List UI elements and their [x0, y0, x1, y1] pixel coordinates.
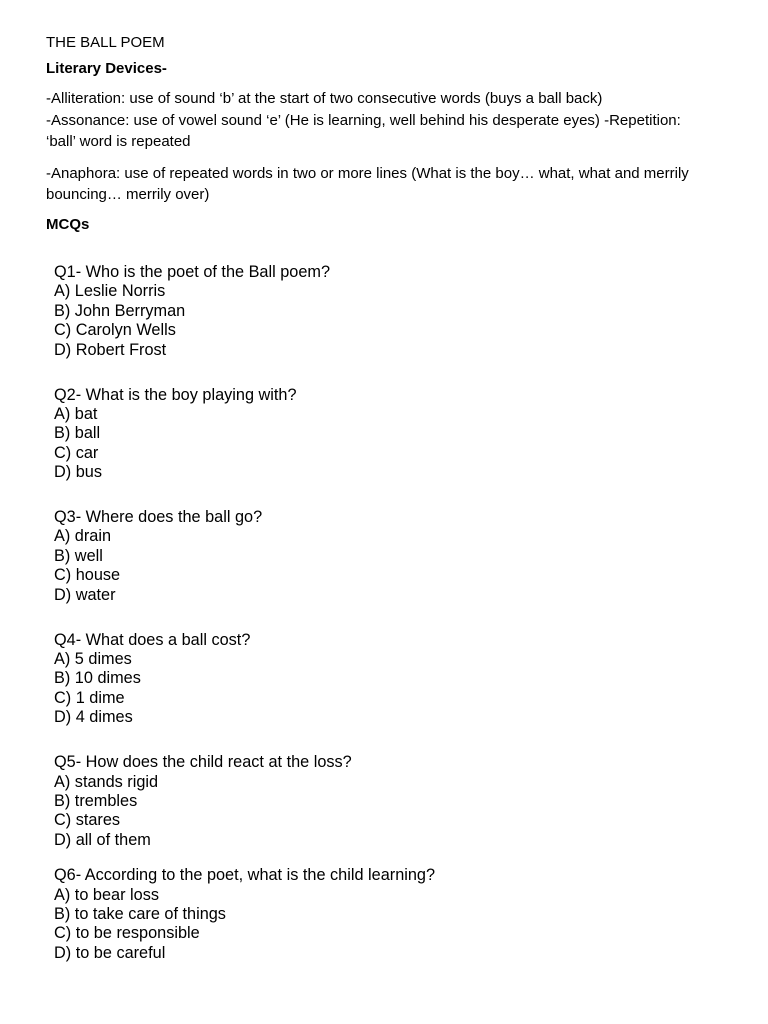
question-block-2 — [54, 386, 734, 483]
paragraph-line: ‘ball’ word is repeated — [46, 133, 191, 150]
answer-option: D) 4 dimes — [54, 708, 133, 727]
answer-option: C) Carolyn Wells — [54, 321, 176, 340]
question-text: Q5- How does the child react at the loss? — [54, 753, 352, 772]
paragraph-line: -Anaphora: use of repeated words in two or more lines (What is the boy… what, what and merrily — [46, 164, 689, 182]
answer-option: D) to be careful — [54, 943, 166, 962]
question-list — [54, 263, 734, 963]
answer-option: D) bus — [54, 463, 102, 482]
question-text: Q1- Who is the poet of the Ball poem? — [54, 263, 331, 281]
mcq-heading: MCQs — [46, 215, 90, 233]
answer-option: C) 1 dime — [54, 688, 125, 707]
answer-option: C) to be responsible — [54, 924, 200, 943]
literary-devices-paragraph — [46, 88, 736, 153]
answer-option: B) trembles — [54, 791, 138, 810]
literary-devices-heading: Literary Devices- — [46, 60, 167, 77]
answer-option: A) stands rigid — [54, 772, 159, 791]
answer-option: C) house — [54, 566, 121, 585]
anaphora-paragraph — [46, 163, 736, 206]
question-text: Q4- What does a ball cost? — [54, 630, 251, 649]
question-block-4 — [54, 631, 734, 728]
paragraph-line: bouncing… merrily over) — [46, 186, 210, 203]
answer-option: A) drain — [54, 527, 112, 546]
answer-option: B) well — [54, 546, 103, 565]
paragraph-line: -Alliteration: use of sound ‘b’ at the start of two consecutive words (buys a ball back) — [46, 90, 603, 107]
answer-option: D) Robert Frost — [54, 340, 167, 359]
question-block-3 — [54, 508, 734, 605]
answer-option: C) car — [54, 443, 99, 462]
answer-option: B) 10 dimes — [54, 669, 141, 688]
answer-option: B) ball — [54, 424, 101, 443]
answer-option: A) bat — [54, 404, 98, 423]
question-text: Q6- According to the poet, what is the child learning? — [54, 866, 436, 885]
answer-option: D) all of them — [54, 830, 151, 849]
question-text: Q2- What is the boy playing with? — [54, 385, 297, 404]
answer-option: B) John Berryman — [54, 301, 186, 320]
answer-option: A) Leslie Norris — [54, 282, 166, 301]
document-title: THE BALL POEM — [46, 34, 165, 51]
question-block-6 — [54, 866, 734, 963]
answer-option: A) to bear loss — [54, 885, 159, 904]
paragraph-line: -Assonance: use of vowel sound ‘e’ (He is learning, well behind his desperate eyes) -Repetition: — [46, 111, 681, 129]
intro-section — [46, 33, 736, 235]
question-block-5 — [54, 753, 734, 850]
answer-option: B) to take care of things — [54, 904, 226, 923]
question-block-1 — [54, 263, 734, 360]
answer-option: D) water — [54, 585, 116, 604]
question-text: Q3- Where does the ball go? — [54, 508, 263, 527]
answer-option: A) 5 dimes — [54, 650, 132, 668]
answer-option: C) stares — [54, 811, 121, 830]
